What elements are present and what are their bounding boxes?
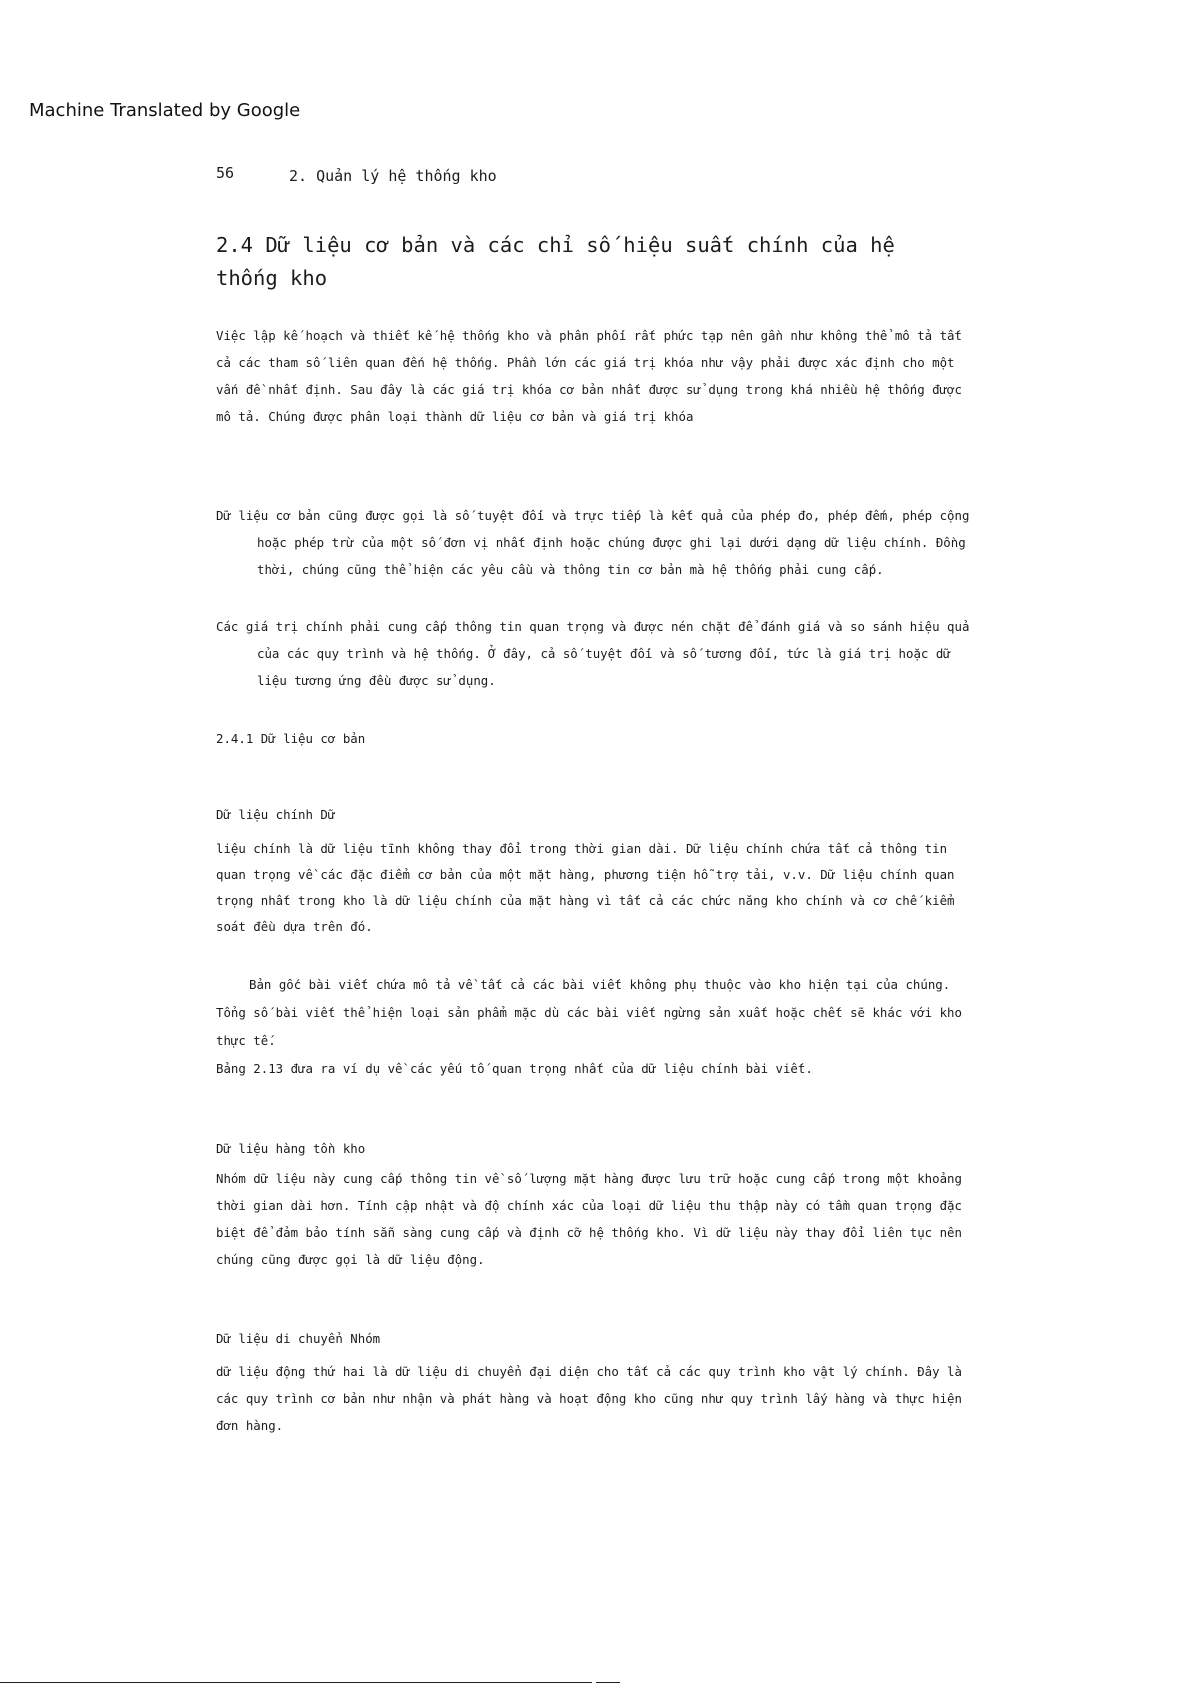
text-line: vấn đề nhất định. Sau đây là các giá trị khóa cơ bản nhất được sử dụng trong khá nhiều hệ thống được	[216, 382, 962, 397]
text-line: chúng cũng được gọi là dữ liệu động.	[216, 1252, 485, 1267]
inventory-data-paragraph	[216, 1165, 976, 1273]
text-line: trọng nhất trong kho là dữ liệu chính của mặt hàng vì tất cả các chức năng kho chính và cơ chế kiểm	[216, 893, 955, 908]
footer-rule-segment	[596, 1682, 620, 1683]
text-line: Việc lập kế hoạch và thiết kế hệ thống kho và phân phối rất phức tạp nên gần như không thể mô tả tất	[216, 328, 962, 343]
page-number: 56	[216, 164, 235, 182]
text-line: Dữ liệu cơ bản cũng được gọi là số tuyệt đối và trực tiếp là kết quả của phép đo, phép đếm, phép cộng	[216, 508, 970, 523]
master-data-label: Dữ liệu chính Dữ	[216, 807, 336, 822]
article-master-paragraph	[216, 971, 976, 1083]
movement-data-paragraph	[216, 1358, 976, 1439]
text-line: mô tả. Chúng được phân loại thành dữ liệu cơ bản và giá trị khóa	[216, 409, 694, 424]
text-line: Nhóm dữ liệu này cung cấp thông tin về số lượng mặt hàng được lưu trữ hoặc cung cấp trong một khoảng	[216, 1171, 962, 1186]
inventory-data-label: Dữ liệu hàng tồn kho	[216, 1141, 366, 1156]
section-heading	[216, 229, 936, 295]
text-line: đơn hàng.	[216, 1418, 284, 1433]
text-line: Tổng số bài viết thể hiện loại sản phẩm mặc dù các bài viết ngừng sản xuất hoặc chết sẽ khác với kho	[216, 1005, 962, 1020]
text-line: hoặc phép trừ của một số đơn vị nhất định hoặc chúng được ghi lại dưới dạng dữ liệu chính. Đồng	[257, 535, 966, 550]
text-line: thời, chúng cũng thể hiện các yêu cầu và thông tin cơ bản mà hệ thống phải cung cấp.	[257, 562, 884, 577]
text-line: dữ liệu động thứ hai là dữ liệu di chuyển đại diện cho tất cả các quy trình kho vật lý chính. Đây là	[216, 1364, 962, 1379]
text-line: liệu chính là dữ liệu tĩnh không thay đổi trong thời gian dài. Dữ liệu chính chứa tất cả thông tin	[216, 841, 948, 856]
intro-paragraph	[216, 322, 976, 430]
text-line: thực tế.	[216, 1033, 276, 1048]
text-line: soát đều dựa trên đó.	[216, 919, 373, 934]
text-line: của các quy trình và hệ thống. Ở đây, cả số tuyệt đối và số tương đối, tức là giá trị hoặc dữ	[257, 646, 951, 661]
text-line: cả các tham số liên quan đến hệ thống. Phần lớn các giá trị khóa như vậy phải được xác định cho một	[216, 355, 955, 370]
master-data-paragraph	[216, 836, 976, 940]
section-heading-line-1: 2.4 Dữ liệu cơ bản và các chỉ số hiệu suất chính của hệ	[216, 233, 895, 257]
basic-data-definition	[216, 502, 976, 583]
running-head: 2. Quản lý hệ thống kho	[289, 167, 497, 185]
subsection-heading: 2.4.1 Dữ liệu cơ bản	[216, 731, 366, 746]
text-line: Bảng 2.13 đưa ra ví dụ về các yếu tố quan trọng nhất của dữ liệu chính bài viết.	[216, 1061, 813, 1076]
section-heading-line-2: thống kho	[216, 266, 328, 290]
movement-data-label: Dữ liệu di chuyển Nhóm	[216, 1331, 381, 1346]
text-line: liệu tương ứng đều được sử dụng.	[257, 673, 496, 688]
text-line: thời gian dài hơn. Tính cập nhật và độ chính xác của loại dữ liệu thu thập này có tầm quan trọng đặc	[216, 1198, 962, 1213]
text-line: quan trọng về các đặc điểm cơ bản của một mặt hàng, phương tiện hỗ trợ tải, v.v. Dữ liệu chính quan	[216, 867, 955, 882]
text-line: Bản gốc bài viết chứa mô tả về tất cả các bài viết không phụ thuộc vào kho hiện tại của chúng.	[249, 977, 951, 992]
key-values-definition	[216, 613, 976, 694]
footer-rule	[0, 1682, 592, 1683]
text-line: Các giá trị chính phải cung cấp thông tin quan trọng và được nén chặt để đánh giá và so sánh hiệu quả	[216, 619, 970, 634]
machine-translation-banner: Machine Translated by Google	[29, 100, 301, 121]
text-line: các quy trình cơ bản như nhận và phát hàng và hoạt động kho cũng như quy trình lấy hàng và thực hiện	[216, 1391, 962, 1406]
text-line: biệt để đảm bảo tính sẵn sàng cung cấp và định cỡ hệ thống kho. Vì dữ liệu này thay đổi liên tục nên	[216, 1225, 962, 1240]
